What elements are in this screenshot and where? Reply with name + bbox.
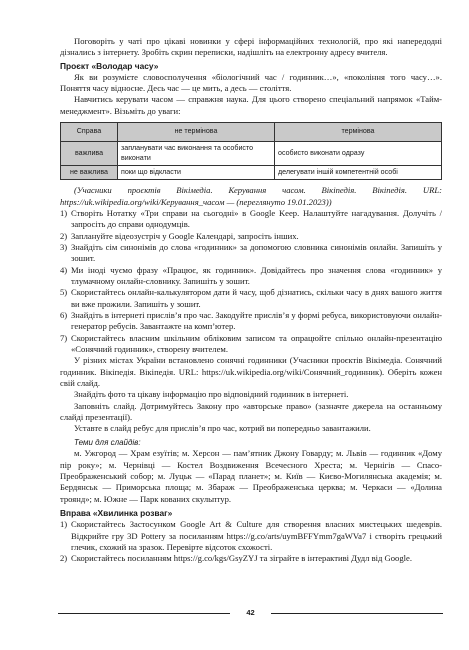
list-item [60, 231, 442, 242]
table-row-label: важлива [61, 142, 118, 166]
list-text: Створіть Нотатку «Три справи на сьогодні» в Google Keep. Налаштуйте нагадування. Долучіть / запросіть до справи однодумців. [71, 207, 442, 230]
page-footer [58, 608, 443, 620]
list-number: 6) [60, 310, 68, 321]
list-text: Скористайтесь онлайн-калькулятором дати й часу, щоб дізнатись, скільки часу в днях вашого життя ви вже прожили. Запишіть у зошит. [71, 287, 442, 309]
table-header-cell: Справа [61, 123, 118, 142]
footer-rule-right [271, 613, 443, 614]
table-cell: особисто виконати одразу [275, 142, 442, 166]
table-header-cell: не термінова [118, 123, 275, 142]
project-paragraph-2: Навчитись керувати часом — справжня наука. Для цього створено спеціальний напрямок «Тайм-менеджмент». Візьміть до уваги: [60, 94, 442, 116]
list-text: Ми іноді чуємо фразу «Працює, як годинник». Довідайтесь про значення слова «годинник» у тлумачному онлайн-словнику. Запишіть у зошит. [71, 264, 442, 286]
time-management-table [60, 122, 442, 180]
list-text: Знайдіть в інтернеті прислів’я про час. Закодуйте прислів’я у формі ребуса, використовуючи онлайн-генератор ребусів. Завантажте на комп’ютер. [71, 310, 442, 332]
list-item [60, 310, 442, 333]
topics-text: м. Ужгород — Храм езуїтів; м. Херсон — пам’ятник Джону Говарду; м. Львів — годинник «Дому пір року»; м. Чернівці — Костел Воздвиження Всечесного Хреста; м. Чернігів — Спасо-Преображенський собор; м. Луцьк — «Парад планет»; м. Київ — Києво-Могилянська академія; м. Бердянськ — Приморська площа; м. Збараж — Преображенська церква; м. Черкаси — «Долина троянд»; м. Южне — Парк кованих скульптур. [60, 448, 442, 504]
list-text: Заплануйте відеозустріч у Google Календарі, запросіть інших. [71, 230, 299, 241]
list-item [60, 208, 442, 231]
list-item [60, 519, 442, 553]
list-number: 2) [60, 230, 68, 241]
list-number: 7) [60, 332, 68, 343]
list-number: 2) [60, 553, 68, 564]
citation: (Учасники проєктів Вікімедіа. Керування часом. Вікіпедія. Вікіпедія. URL: https://uk.wikipedia.org/wiki/Керування_часом — (переглянуто 19.01.2023)) [60, 185, 442, 207]
list-item [60, 265, 442, 288]
list-item [60, 242, 442, 265]
project-paragraph-1: Як ви розумієте словосполучення «біологічний час / годинник…», «покоління того часу…». Поняття часу відносне. Десь час — це мить, а десь — століття. [60, 71, 442, 94]
project-title: Проєкт «Володар часу» [60, 60, 159, 71]
exercise-list [60, 519, 442, 564]
topics-title: Теми для слайдів: [74, 437, 141, 447]
list-number: 4) [60, 264, 68, 275]
intro-paragraph: Поговоріть у чаті про цікаві новинки у сфері інформаційних технологій, про які напередодні дізнались з інтернету. Зробіть скрин переписки, надішліть на електронну адресу вчителя. [60, 36, 442, 58]
list-item [60, 287, 442, 310]
table-cell: делегувати іншій компетентній особі [275, 165, 442, 179]
list-text: Скористайтесь Застосунком Google Art & Culture для створення власних мистецьких шедеврів. Відкрийте гру 3D Pottery за посиланням https://g.co/arts/uymBFFYmm7gaWVa7 і створіть грецький глечик, схожий на зразок. Перевірте відсоток схожості. [71, 519, 442, 552]
table-cell: запланувати час виконання та особисто виконати [118, 142, 275, 166]
sundial-paragraph-4: Уставте в слайд ребус для прислів’я про час, котрий ви попередньо завантажили. [74, 423, 371, 434]
list-number: 1) [60, 519, 68, 530]
task-list [60, 208, 442, 355]
list-number: 3) [60, 241, 68, 252]
table-row [61, 165, 442, 179]
list-item [60, 333, 442, 356]
list-number: 5) [60, 287, 68, 298]
page-content [60, 36, 442, 565]
sundial-paragraph-2: Знайдіть фото та цікаву інформацію про відповідний годинник в інтернеті. [74, 389, 349, 400]
list-text: Скористайтесь посиланням https://g.co/kgs/GsyZYJ та зіграйте в інтерактиві Дудл від Google. [71, 553, 413, 564]
list-text: Скористайтесь власним шкільним обліковим записом та опрацюйте спільно онлайн-презентацію «Сонячний годинник», створену вчителем. [71, 332, 442, 355]
table-row [61, 142, 442, 166]
list-number: 1) [60, 207, 68, 218]
list-item [60, 553, 442, 564]
exercise-title: Вправа «Хвилинка розваг» [60, 508, 173, 519]
table-cell: поки що відкласти [118, 165, 275, 179]
page-number: 42 [246, 608, 255, 617]
table-header-row [61, 123, 442, 142]
list-text: Знайдіть сім синонімів до слова «годинник» за допомогою словника синонімів онлайн. Запишіть у зошит. [71, 241, 442, 264]
sundial-paragraph-3: Заповніть слайд. Дотримуйтесь Закону про «авторське право» (зазначте джерела на останньому слайді презентації). [60, 400, 442, 423]
table-header-cell: термінова [275, 123, 442, 142]
table-row-label: не важлива [61, 165, 118, 179]
sundial-paragraph-1: У різних містах України встановлено сонячні годинники (Учасники проєктів Вікімедіа. Сонячний годинник. Вікіпедія. Вікіпедія. URL: https://uk.wikipedia.org/wiki/Сонячний_годинник). Оберіть кожен свій слайд. [60, 355, 442, 389]
